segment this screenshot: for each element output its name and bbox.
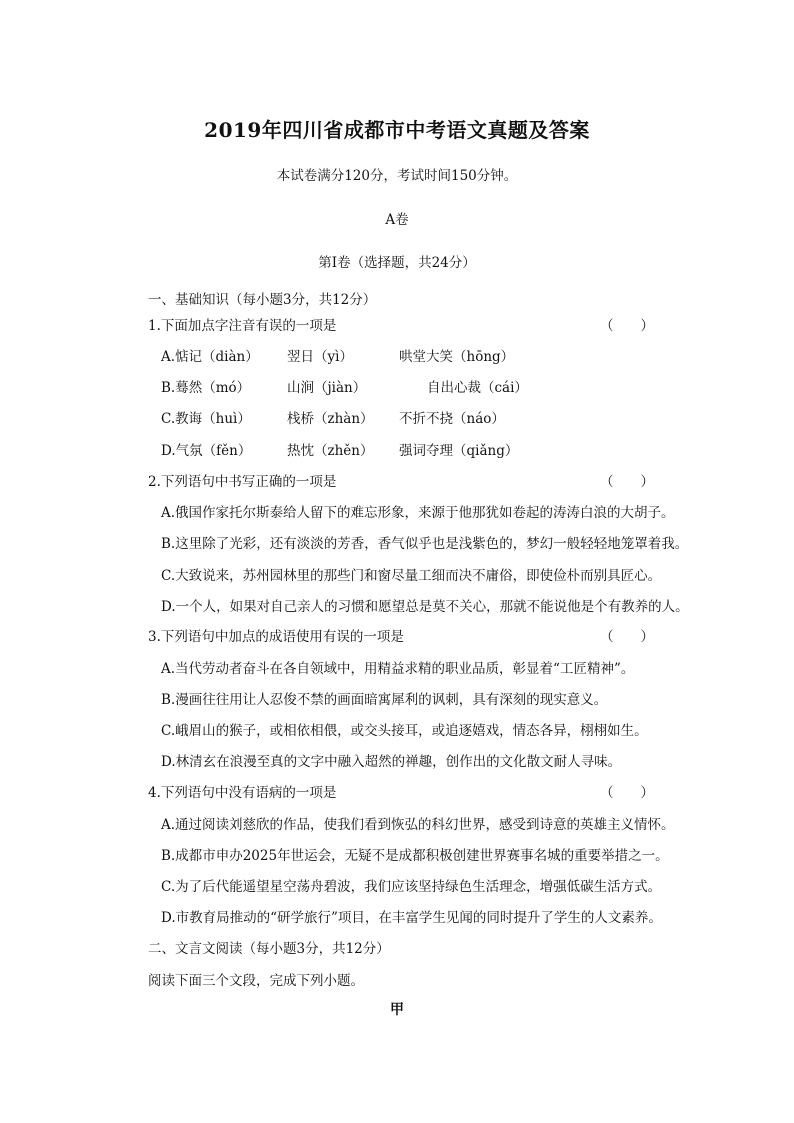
- q1-option-b-1: B.蓦然（mó）: [161, 380, 251, 396]
- part-label: 第Ⅰ卷（选择题，共24分）: [318, 255, 476, 271]
- q1-option-a-2: 翌日（yì）: [287, 349, 353, 365]
- question-2-stem: 2.下列语句中书写正确的一项是: [148, 474, 337, 490]
- q1-option-b-2: 山涧（jiàn）: [287, 380, 367, 396]
- q4-option-c: C.为了后代能遥望星空荡舟碧波，我们应该坚持绿色生活理念，增强低碳生活方式。: [161, 879, 662, 895]
- answer-blank-3: （ ）: [600, 629, 654, 645]
- passage-label-jia: 甲: [390, 1002, 404, 1018]
- q1-option-a-1: A.惦记（diàn）: [161, 349, 259, 365]
- q2-option-d: D.一个人，如果对自己亲人的习惯和愿望总是莫不关心，那就不能说他是个有教养的人。: [161, 599, 689, 615]
- q2-option-b: B.这里除了光彩，还有淡淡的芳香，香气似乎也是浅紫色的，梦幻一般轻轻地笼罩着我。: [161, 536, 689, 552]
- q1-option-c-1: C.教诲（huì）: [161, 411, 251, 427]
- answer-blank-2: （ ）: [600, 474, 654, 490]
- q4-option-a: A.通过阅读刘慈欣的作品，使我们看到恢弘的科幻世界，感受到诗意的英雄主义情怀。: [161, 817, 675, 833]
- volume-label: A卷: [385, 212, 409, 228]
- section-heading-1: 一、基础知识（每小题3分，共12分）: [148, 292, 377, 308]
- q1-option-d-1: D.气氛（fěn）: [161, 443, 252, 459]
- q3-option-c: C.峨眉山的猴子，或相依相偎，或交头接耳，或追逐嬉戏，情态各异，栩栩如生。: [161, 723, 648, 739]
- q1-option-d-3: 强词夺理（qiǎng）: [399, 443, 519, 459]
- answer-blank-4: （ ）: [600, 785, 654, 801]
- q1-option-c-3: 不折不挠（náo）: [399, 411, 505, 427]
- q1-option-b-3: 自出心裁（cái）: [427, 380, 528, 396]
- q4-option-b: B.成都市申办2025年世运会，无疑不是成都积极创建世界赛事名城的重要举措之一。: [161, 848, 669, 864]
- q2-option-c: C.大致说来，苏州园林里的那些门和窗尽量工细而决不庸俗，即使俭朴而别具匠心。: [161, 568, 662, 584]
- question-3-stem: 3.下列语句中加点的成语使用有误的一项是: [148, 629, 404, 645]
- section-heading-2: 二、文言文阅读（每小题3分，共12分）: [148, 941, 390, 957]
- q3-option-b: B.漫画往往用让人忍俊不禁的画面暗寓犀利的讽刺，具有深刻的现实意义。: [161, 692, 608, 708]
- q1-option-a-3: 哄堂大笑（hōng）: [399, 349, 515, 365]
- q3-option-d: D.林清玄在浪漫至真的文字中融入超然的禅趣，创作出的文化散文耐人寻味。: [161, 754, 622, 770]
- section-2-instruction: 阅读下面三个文段，完成下列小题。: [148, 973, 364, 989]
- question-1-stem: 1.下面加点字注音有误的一项是: [148, 318, 337, 334]
- q1-option-d-2: 热忱（zhěn）: [287, 443, 374, 459]
- q1-option-c-2: 栈桥（zhàn）: [287, 411, 374, 427]
- exam-intro: 本试卷满分120分，考试时间150分钟。: [276, 168, 518, 184]
- q3-option-a: A.当代劳动者奋斗在各自领域中，用精益求精的职业品质，彰显着“工匠精神”。: [161, 661, 635, 677]
- page-title: 2019年四川省成都市中考语文真题及答案: [204, 118, 590, 142]
- question-4-stem: 4.下列语句中没有语病的一项是: [148, 785, 337, 801]
- q2-option-a: A.俄国作家托尔斯泰给人留下的难忘形象，来源于他那犹如卷起的涛涛白浪的大胡子。: [161, 505, 675, 521]
- q4-option-d: D.市教育局推动的“研学旅行”项目，在丰富学生见闻的同时提升了学生的人文素养。: [161, 910, 662, 926]
- answer-blank-1: （ ）: [600, 318, 654, 334]
